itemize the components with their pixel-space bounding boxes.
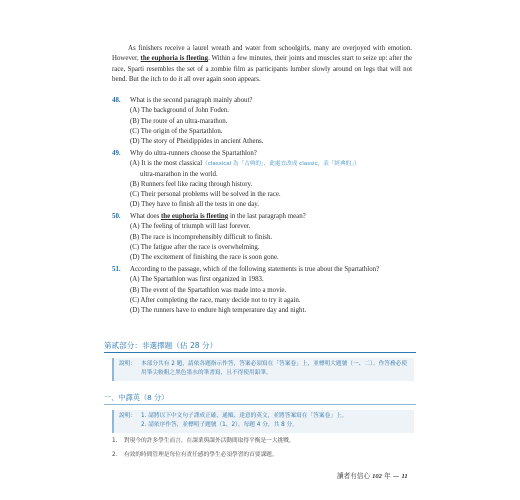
option-d: (D) They have to finish all the tests in one day. — [130, 201, 259, 209]
part-heading: 一、中譯英（8 分） — [104, 393, 168, 403]
option-b: (B) Runners feel like racing through history. — [130, 180, 253, 188]
question-48 — [112, 96, 412, 147]
item-text: 有效的時間管理是每位有責任感的學生必須學習的首要課題。 — [124, 452, 278, 458]
footer-year: 102 — [372, 473, 382, 480]
question-text: According to the passage, which of the following statements is true about the Spartathlon? — [130, 266, 380, 273]
instructions-label: 說明： — [119, 361, 137, 367]
question-text: What is the second paragraph mainly about? — [130, 97, 253, 104]
option-b: (B) The race is incomprehensibly difficult to finish. — [130, 233, 273, 241]
question-number: 49. — [112, 150, 121, 157]
emphasized-phrase: the euphoria is fleeting — [161, 213, 229, 220]
page-footer — [337, 470, 408, 480]
question-text: What does the euphoria is fleeting in the last paragraph mean? — [130, 213, 306, 220]
option-a: (A) The feeling of triumph will last forever. — [130, 223, 251, 231]
option-c: (C) Their personal problems will be solved in the race. — [130, 191, 281, 199]
instructions-box — [112, 358, 414, 381]
question-50 — [112, 212, 412, 263]
instructions-label: 說明： — [119, 413, 137, 419]
translation-item-2 — [112, 451, 412, 460]
footer-label: 讀者有信心 — [337, 472, 370, 480]
section-heading: 第貳部分：非選擇題（佔 28 分） — [104, 340, 217, 351]
passage-paragraph: As finishers receive a laurel wreath and water from schoolgirls, many are overjoyed with emotion. However, the euphoria is fleeting. Within a few minutes, their joints and muscles start to seize up: after the race, Sparti resembles the set of a zombie film as participants lumber slowly around on legs that will not bend. But the itch to do it all over again soon appears. — [112, 45, 413, 83]
question-text: Why do ultra-runners choose the Spartathlon? — [130, 150, 257, 157]
part-divider — [104, 404, 416, 405]
option-a: (A) The background of John Foden. — [130, 107, 230, 115]
option-c: (C) The origin of the Spartathlon. — [130, 127, 223, 135]
option-a-continued: ultra-marathon in the world. — [140, 170, 218, 178]
option-c: (C) The fatigue after the race is overwhelming. — [130, 243, 260, 251]
question-49 — [112, 149, 412, 211]
item-number: 1. — [112, 438, 118, 444]
option-a: (A) It is the most classical（classical 為「古典的」，此處宜改成 classic，表「經典的」） — [130, 160, 360, 168]
part-instructions-box — [112, 410, 414, 433]
option-a: (A) The Spartathlon was first organized in 1983. — [130, 276, 264, 284]
instructions-text: 本部分共有 2 題，請依各題指示作答，答案必須寫在「答案卷」上，並標明大題號（一、二）。作答務必使用筆尖較粗之黑色墨水的筆書寫，且不得使用鉛筆。 — [141, 361, 408, 377]
footer-suffix: 年 — — [384, 472, 400, 480]
instruction-line-1: 1. 請將以下中文句子譯成正確、通順、達意的英文，並將答案寫在「答案卷」上。 — [141, 413, 348, 419]
question-51 — [112, 265, 412, 316]
page-number: 11 — [401, 473, 408, 480]
emphasized-phrase: the euphoria is fleeting — [140, 55, 209, 63]
option-d: (D) The runners have to endure high temperature day and night. — [130, 307, 307, 315]
teacher-note: （classical 為「古典的」，此處宜改成 classic，表「經典的」） — [202, 161, 360, 168]
instruction-line-2: 2. 請依序作答，並標明子題號（1、2）。每題 4 分，共 8 分。 — [141, 422, 298, 429]
option-b: (B) The route of an ultra-marathon. — [130, 117, 228, 125]
question-number: 48. — [112, 97, 121, 104]
question-number: 50. — [112, 213, 121, 220]
question-number: 51. — [112, 266, 121, 273]
item-number: 2. — [112, 452, 118, 458]
option-b: (B) The event of the Spartathlon was made into a movie. — [130, 286, 287, 294]
section-divider — [104, 352, 416, 353]
translation-item-1 — [112, 437, 412, 446]
option-d: (D) The excitement of finishing the race is soon gone. — [130, 254, 279, 262]
option-d: (D) The story of Pheidippides in ancient Athens. — [130, 138, 264, 146]
option-c: (C) After completing the race, many decide not to try it again. — [130, 296, 301, 304]
item-text: 對現今的許多學生而言，在課業與課外活動間取得平衡是一大挑戰。 — [124, 438, 295, 444]
